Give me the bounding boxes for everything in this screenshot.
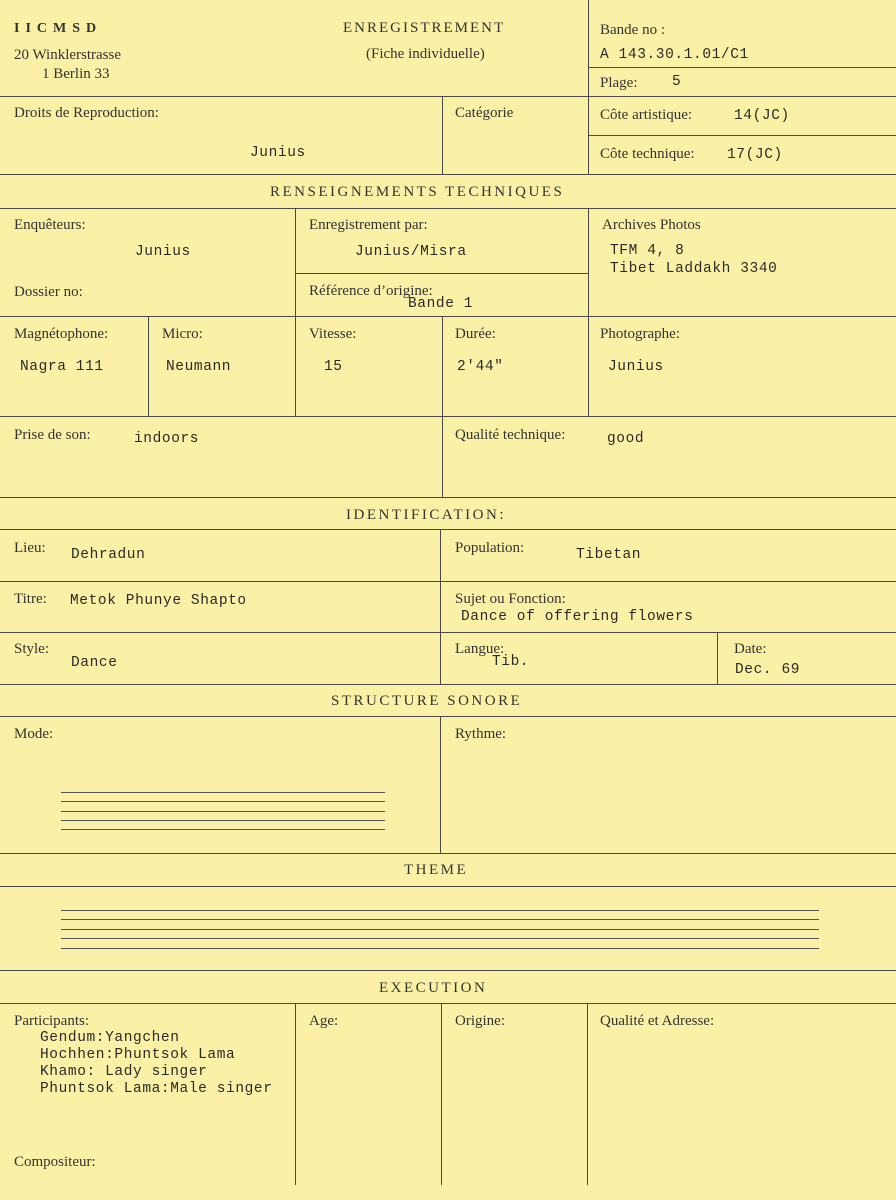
cote-technique-value: 17(JC) xyxy=(727,147,783,163)
rule xyxy=(295,1003,296,1185)
form-title: ENREGISTREMENT xyxy=(343,20,506,36)
rule xyxy=(442,316,443,416)
sujet-label: Sujet ou Fonction: xyxy=(455,591,566,607)
rule xyxy=(588,67,896,68)
rule xyxy=(0,497,896,498)
duree-value: 2'44" xyxy=(457,359,504,375)
dossier-label: Dossier no: xyxy=(14,284,83,300)
date-value: Dec. 69 xyxy=(735,662,801,678)
photographe-value: Junius xyxy=(608,359,664,375)
magnetophone-label: Magnétophone: xyxy=(14,326,109,342)
rule xyxy=(0,886,896,887)
titre-value: Metok Phunye Shapto xyxy=(70,593,247,609)
bande-value: A 143.30.1.01/C1 xyxy=(600,47,749,63)
rule xyxy=(717,632,718,684)
enqueteurs-label: Enquêteurs: xyxy=(14,217,86,233)
cote-technique-label: Côte technique: xyxy=(600,146,695,162)
staff-line xyxy=(61,811,385,812)
style-label: Style: xyxy=(14,641,50,657)
rule xyxy=(588,135,896,136)
population-label: Population: xyxy=(455,540,525,556)
lieu-value: Dehradun xyxy=(71,547,146,563)
staff-line xyxy=(61,938,819,939)
staff-line xyxy=(61,929,819,930)
rule xyxy=(441,1003,442,1185)
participant-item: Hochhen:Phuntsok Lama xyxy=(40,1047,236,1063)
staff-line xyxy=(61,820,385,821)
rule xyxy=(588,208,589,416)
age-label: Age: xyxy=(309,1013,339,1029)
reference-label: Référence d’origine: xyxy=(309,283,433,299)
prise-value: indoors xyxy=(134,431,200,447)
rule xyxy=(0,96,896,97)
prise-label: Prise de son: xyxy=(14,427,91,443)
rule xyxy=(0,316,896,317)
rule xyxy=(440,716,441,853)
rule xyxy=(0,208,896,209)
micro-label: Micro: xyxy=(162,326,203,342)
qualite-technique-value: good xyxy=(607,431,645,447)
qualite-adresse-label: Qualité et Adresse: xyxy=(600,1013,715,1029)
langue-label: Langue: xyxy=(455,641,505,657)
duree-label: Durée: xyxy=(455,326,496,342)
participants-label: Participants: xyxy=(14,1013,89,1029)
rule xyxy=(0,416,896,417)
vitesse-label: Vitesse: xyxy=(309,326,357,342)
qualite-technique-label: Qualité technique: xyxy=(455,427,566,443)
enqueteurs-value: Junius xyxy=(135,244,191,260)
lieu-label: Lieu: xyxy=(14,540,46,556)
categorie-label: Catégorie xyxy=(455,105,514,121)
address-line: 1 Berlin 33 xyxy=(42,66,110,82)
archives-line: TFM 4, 8 xyxy=(610,243,685,259)
titre-label: Titre: xyxy=(14,591,47,607)
style-value: Dance xyxy=(71,655,118,671)
plage-label: Plage: xyxy=(600,75,638,91)
archives-label: Archives Photos xyxy=(602,217,701,233)
rule xyxy=(0,529,896,530)
magnetophone-value: Nagra 111 xyxy=(20,359,104,375)
vitesse-value: 15 xyxy=(324,359,343,375)
form-subtitle: (Fiche individuelle) xyxy=(366,46,485,62)
staff-line xyxy=(61,919,819,920)
archives-line: Tibet Laddakh 3340 xyxy=(610,261,778,277)
section-heading-identification: IDENTIFICATION: xyxy=(346,507,506,523)
rule xyxy=(148,316,149,416)
enregistrement-par-label: Enregistrement par: xyxy=(309,217,428,233)
rythme-label: Rythme: xyxy=(455,726,507,742)
staff-line xyxy=(61,792,385,793)
droits-label: Droits de Reproduction: xyxy=(14,105,159,121)
rule xyxy=(0,174,896,175)
cote-artistique-value: 14(JC) xyxy=(734,108,790,124)
rule xyxy=(0,581,896,582)
compositeur-label: Compositeur: xyxy=(14,1154,96,1170)
rule xyxy=(295,273,588,274)
droits-value: Junius xyxy=(250,145,306,161)
staff-line xyxy=(61,801,385,802)
section-heading-structure: STRUCTURE SONORE xyxy=(331,693,523,709)
rule xyxy=(0,970,896,971)
sujet-value: Dance of offering flowers xyxy=(461,609,694,625)
participant-item: Khamo: Lady singer xyxy=(40,1064,208,1080)
section-heading-technical: RENSEIGNEMENTS TECHNIQUES xyxy=(270,184,565,200)
rule xyxy=(0,632,896,633)
micro-value: Neumann xyxy=(166,359,232,375)
staff-line xyxy=(61,829,385,830)
rule xyxy=(440,529,441,684)
rule xyxy=(0,716,896,717)
staff-line xyxy=(61,910,819,911)
mode-label: Mode: xyxy=(14,726,54,742)
bande-label: Bande no : xyxy=(600,22,665,38)
rule xyxy=(442,96,443,174)
photographe-label: Photographe: xyxy=(600,326,680,342)
section-heading-execution: EXECUTION xyxy=(379,980,488,996)
langue-value: Tib. xyxy=(492,654,530,670)
rule xyxy=(0,1003,896,1004)
origine-label: Origine: xyxy=(455,1013,505,1029)
rule xyxy=(587,1003,588,1185)
staff-line xyxy=(61,948,819,949)
population-value: Tibetan xyxy=(576,547,642,563)
rule xyxy=(295,208,296,416)
institution-logo: IICMSD xyxy=(14,21,103,36)
rule xyxy=(0,684,896,685)
rule xyxy=(0,853,896,854)
address-line: 20 Winklerstrasse xyxy=(14,47,122,63)
rule xyxy=(588,0,589,174)
participant-item: Phuntsok Lama:Male singer xyxy=(40,1081,273,1097)
participant-item: Gendum:Yangchen xyxy=(40,1030,180,1046)
reference-value: Bande 1 xyxy=(408,296,474,312)
plage-value: 5 xyxy=(672,74,682,90)
cote-artistique-label: Côte artistique: xyxy=(600,107,693,123)
section-heading-theme: THEME xyxy=(404,862,469,878)
date-label: Date: xyxy=(734,641,767,657)
rule xyxy=(442,416,443,497)
enregistrement-par-value: Junius/Misra xyxy=(355,244,467,260)
